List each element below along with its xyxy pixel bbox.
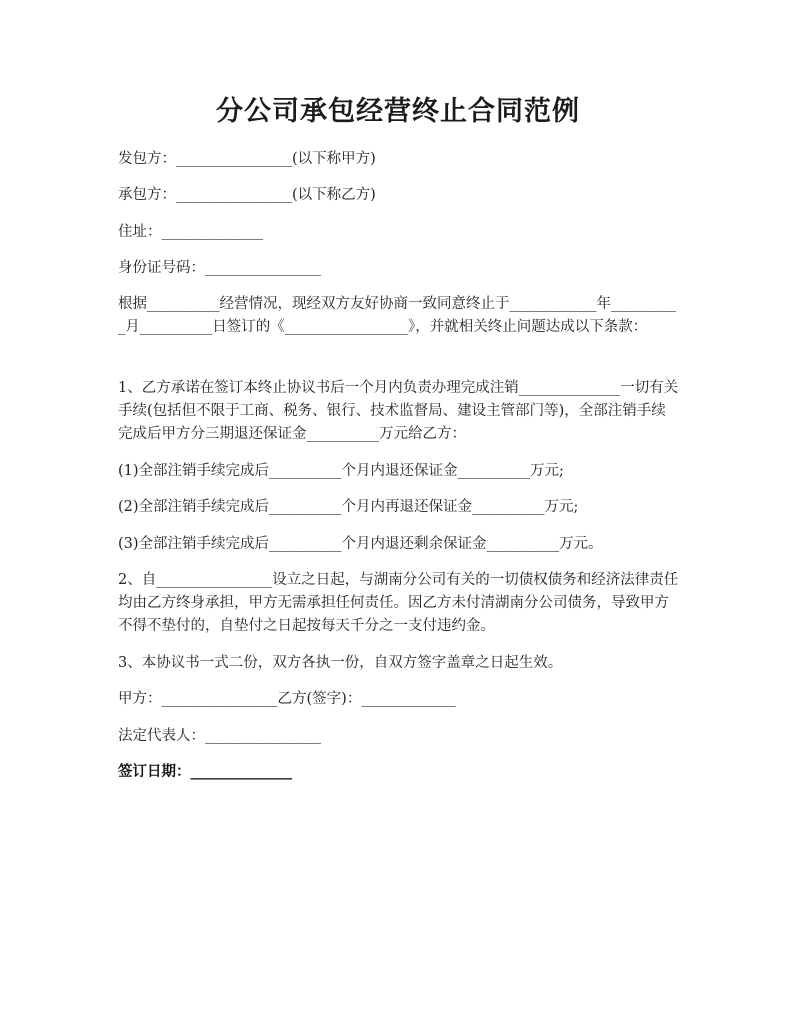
document-title: 分公司承包经营终止合同范例 [216, 96, 580, 127]
signature-parties-line: 甲方：________________乙方(签字)：_____________ [118, 691, 456, 707]
clause-1-item-2: (2)全部注销手续完成后__________个月内再退还保证金__________万元; [118, 499, 579, 515]
id-number-line: 身份证号码：________________ [118, 260, 321, 276]
clause-1-item-3: (3)全部注销手续完成后__________个月内退还剩余保证金__________万元。 [118, 536, 603, 552]
clause-1-paragraph: 1、乙方承诺在签订本终止协议书后一个月内负责办理完成注销______________一切有关手续(包括但不限于工商、税务、银行、技术监督局、建设主管部门等)，全部注销手续完成后甲方分三期退还保证金__________万元给乙方： [118, 380, 679, 442]
address-line: 住址：______________ [118, 224, 263, 240]
legal-representative-line: 法定代表人：________________ [118, 728, 321, 744]
sign-date-line: 签订日期：______________ [118, 764, 292, 780]
preamble-paragraph: 根据__________经营情况，现经双方友好协商一致同意终止于____________年__________月__________日签订的《_________________》，并就相关终止问题达成以下条款： [118, 296, 677, 335]
clause-3-paragraph: 3、本协议书一式二份，双方各执一份，自双方签字盖章之日起生效。 [118, 655, 563, 671]
clause-2-paragraph: 2、自________________设立之日起，与湖南分公司有关的一切债权债务和经济法律责任均由乙方终身承担，甲方无需承担任何责任。因乙方未付清湖南分公司债务，导致甲方不得不垫付的，自垫付之日起按每天千分之一支付违约金。 [118, 572, 679, 634]
clause-1-item-1: (1)全部注销手续完成后__________个月内退还保证金__________万元; [118, 463, 564, 479]
party-b-line: 承包方：________________(以下称乙方) [118, 187, 376, 203]
party-a-line: 发包方：________________(以下称甲方) [118, 151, 376, 167]
